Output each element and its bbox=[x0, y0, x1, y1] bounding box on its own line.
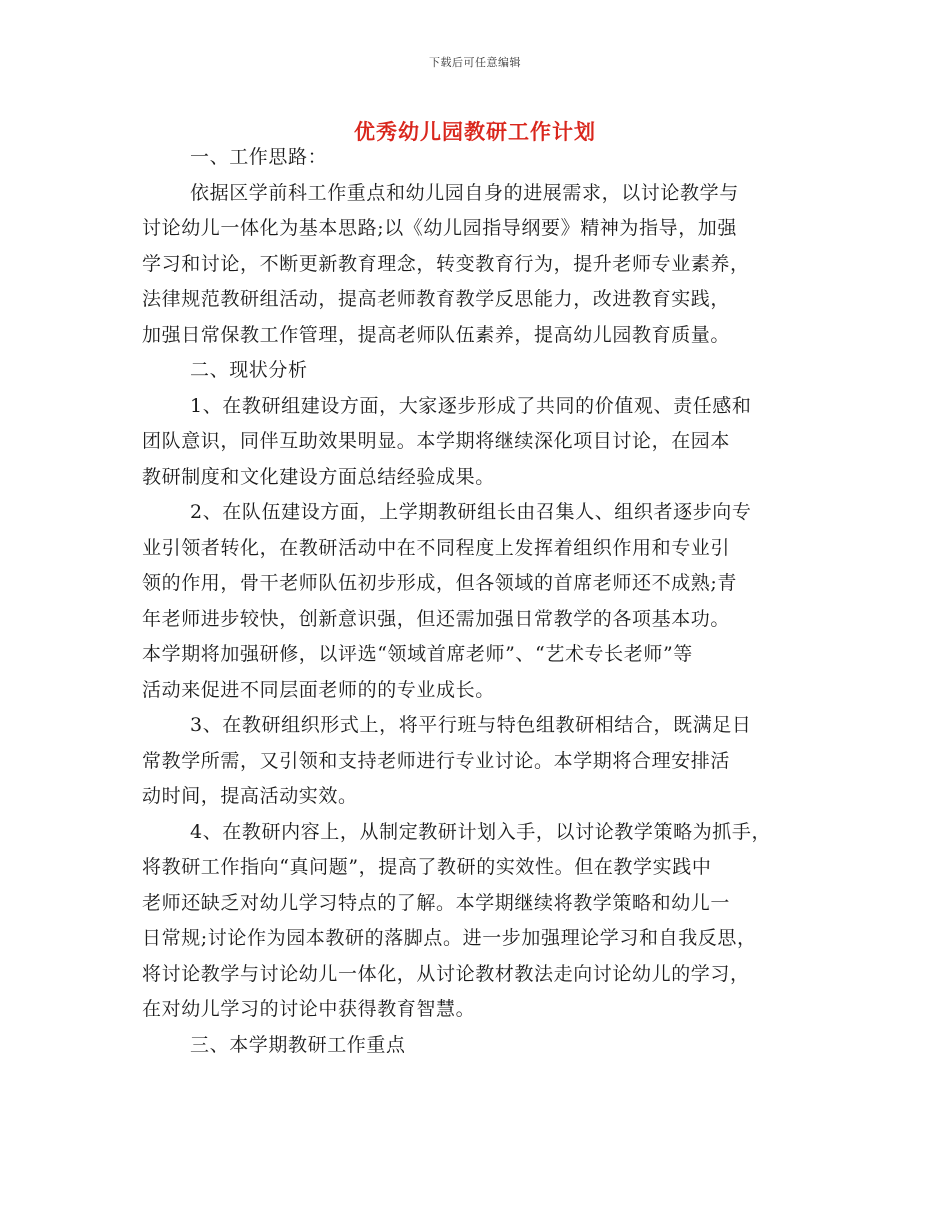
body-line: 将讨论教学与讨论幼儿一体化，从讨论教材教法走向讨论幼儿的学习， bbox=[142, 962, 750, 985]
body-line: 年老师进步较快，创新意识强，但还需加强日常教学的各项基本功。 bbox=[142, 607, 731, 630]
body-line: 3、在教研组织形式上，将平行班与特色组教研相结合，既满足日 bbox=[190, 714, 752, 736]
body-line: 动时间，提高活动实效。 bbox=[142, 785, 358, 807]
body-line: 本学期将加强研修，以评选“领域首席老师”、“艺术专长老师”等 bbox=[142, 643, 693, 665]
document-body bbox=[142, 140, 822, 1063]
document-title: 优秀幼儿园教研工作计划 bbox=[354, 119, 596, 144]
body-line: 领的作用，骨干老师队伍初步形成，但各领域的首席老师还不成熟;青 bbox=[142, 572, 738, 594]
body-line: 法律规范教研组活动，提高老师教育教学反思能力，改进教育实践， bbox=[142, 288, 731, 310]
page-header-note: 下载后可任意编辑 bbox=[429, 56, 521, 69]
body-line: 在对幼儿学习的讨论中获得教育智慧。 bbox=[142, 998, 476, 1020]
body-line: 1、在教研组建设方面，大家逐步形成了共同的价值观、责任感和 bbox=[190, 394, 752, 417]
body-line: 团队意识，同伴互助效果明显。本学期将继续深化项目讨论，在园本 bbox=[142, 430, 731, 452]
body-line: 加强日常保教工作管理，提高老师队伍素养，提高幼儿园教育质量。 bbox=[142, 323, 731, 346]
body-line: 2、在队伍建设方面，上学期教研组长由召集人、组织者逐步向专 bbox=[190, 501, 752, 523]
body-line: 常教学所需，又引领和支持老师进行专业讨论。本学期将合理安排活 bbox=[142, 749, 731, 772]
body-line: 4、在教研内容上，从制定教研计划入手，以讨论教学策略为抓手， bbox=[190, 820, 772, 843]
body-line: 日常规;讨论作为园本教研的落脚点。进一步加强理论学习和自我反思， bbox=[142, 927, 757, 949]
body-line: 讨论幼儿一体化为基本思路;以《幼儿园指导纲要》精神为指导，加强 bbox=[142, 217, 738, 239]
body-line: 将教研工作指向“真问题”，提高了教研的实效性。但在教学实践中 bbox=[142, 856, 712, 878]
body-line: 三、本学期教研工作重点 bbox=[190, 1033, 406, 1056]
body-line: 老师还缺乏对幼儿学习特点的了解。本学期继续将教学策略和幼儿一 bbox=[142, 891, 731, 914]
body-line: 教研制度和文化建设方面总结经验成果。 bbox=[142, 465, 495, 488]
body-line: 活动来促进不同层面老师的的专业成长。 bbox=[142, 678, 495, 701]
body-line: 一、工作思路： bbox=[190, 146, 328, 168]
body-line: 业引领者转化，在教研活动中在不同程度上发挥着组织作用和专业引 bbox=[142, 536, 731, 559]
body-line: 依据区学前科工作重点和幼儿园自身的进展需求，以讨论教学与 bbox=[190, 181, 739, 204]
body-line: 学习和讨论，不断更新教育理念，转变教育行为，提升老师专业素养， bbox=[142, 252, 750, 275]
body-line: 二、现状分析 bbox=[190, 359, 308, 381]
